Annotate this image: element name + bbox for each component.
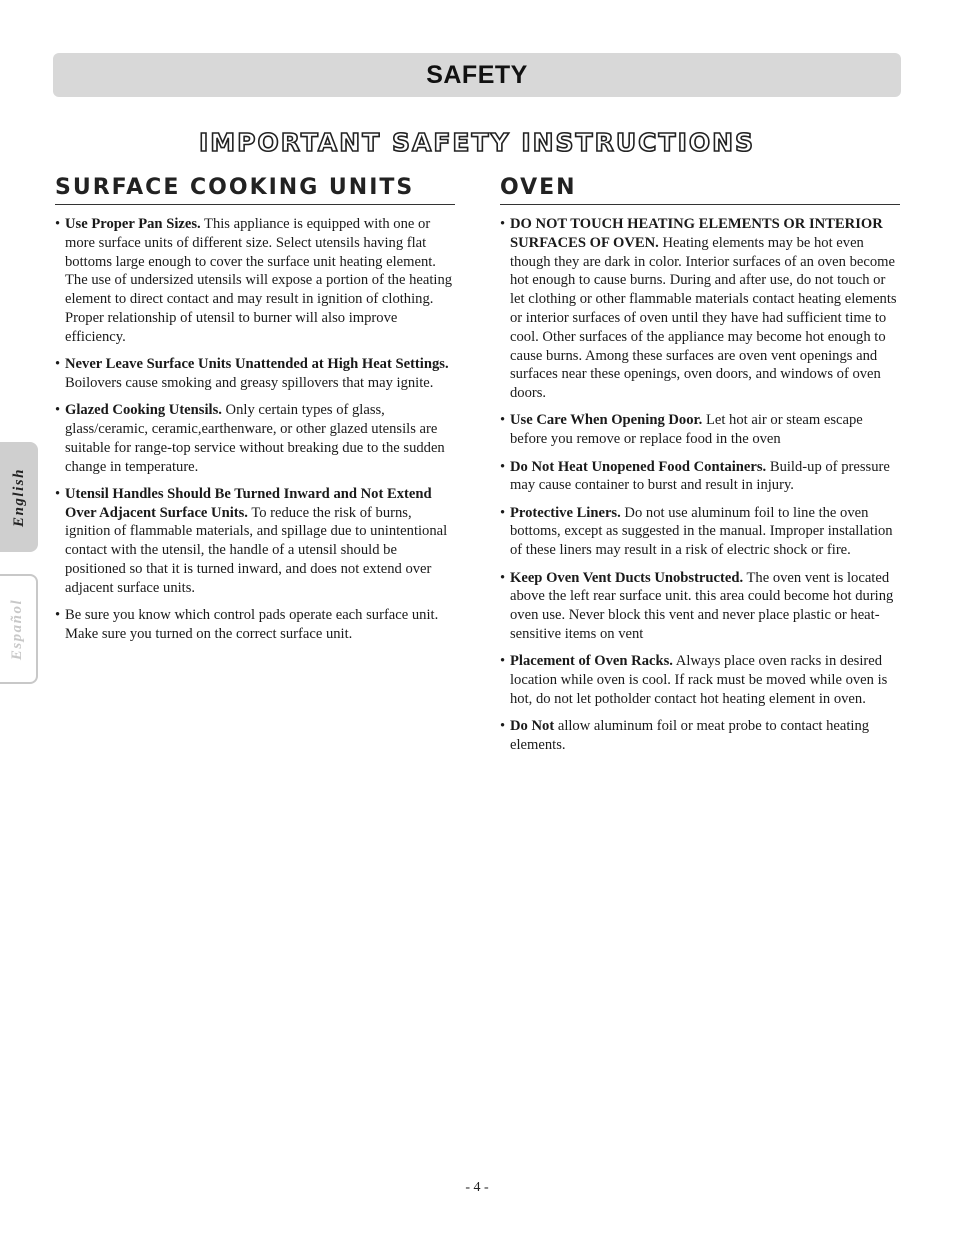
item-text: Build-up of pressure may cause container to burst and result in injury. <box>510 458 890 494</box>
list-item <box>55 355 455 393</box>
list-item <box>500 652 900 708</box>
item-bold: Do Not <box>510 718 555 735</box>
item-bold: Do Not Heat Unopened Food Containers. <box>510 458 767 475</box>
item-bold: Glazed Cooking Utensils. <box>65 402 222 419</box>
item-text-continued: The use of undersized utensils will expose a portion of the heating element to direct contact and may result in ignition of clothing. Proper relationship of utensil to burner will also improve efficiency. <box>65 272 453 345</box>
oven-list <box>500 215 900 755</box>
section-title: SAFETY <box>426 60 528 89</box>
list-item <box>500 717 900 755</box>
page-title: IMPORTANT SAFETY INSTRUCTIONS <box>198 128 756 157</box>
section-banner <box>53 53 901 97</box>
list-item <box>500 569 900 644</box>
list-item <box>55 401 455 476</box>
page-number: - 4 - <box>465 1180 489 1195</box>
item-text: Always place oven racks in desired location while oven is cool. If rack must be moved while oven is hot, do not let potholder contact hot heating element in oven. <box>510 653 888 707</box>
list-item <box>55 215 455 347</box>
list-item <box>55 606 455 644</box>
list-item <box>500 411 900 449</box>
item-text: Be sure you know which control pads operate each surface unit. <box>65 607 439 624</box>
item-text: Do not use aluminum foil to line the oven bottoms, except as suggested in the manual. Improper installation of these liners may result in a risk of electric shock or fire. <box>510 504 893 559</box>
item-bold: Protective Liners. <box>510 504 621 521</box>
item-bold: Utensil Handles Should Be Turned Inward and Not Extend Over Adjacent Surface Units. <box>65 485 432 521</box>
tab-english[interactable] <box>0 442 38 552</box>
tab-espanol[interactable] <box>0 574 38 684</box>
item-bold: Placement of Oven Racks. <box>510 653 673 670</box>
item-bold: Use Proper Pan Sizes. <box>65 216 201 232</box>
item-bold: Keep Oven Vent Ducts Unobstructed. <box>510 569 744 586</box>
oven-section <box>500 174 900 763</box>
surface-cooking-list <box>55 215 455 644</box>
item-text: The oven vent is located above the left rear surface unit. this area could become hot during oven use. Never block this vent and never place plastic or heat-sensitive items on vent <box>510 569 894 642</box>
list-item <box>55 485 455 598</box>
tab-espanol-label: Español <box>9 598 26 660</box>
oven-heading: OVEN <box>500 174 900 205</box>
list-item <box>500 504 900 560</box>
item-bold: Use Care When Opening Door. <box>510 412 703 429</box>
item-text: Only certain types of glass, glass/ceramic, ceramic,earthenware, or other glazed utensils are suitable for range-top service without breaking due to the sudden change in temperature. <box>65 402 445 475</box>
item-text: This appliance is equipped with one or more surface units of different size. Select utensils having flat bottoms large enough to cover the surface unit heating element. <box>65 216 436 270</box>
tab-english-label: English <box>10 467 27 527</box>
list-item <box>500 458 900 496</box>
surface-cooking-section <box>55 174 455 652</box>
item-bold: Never Leave Surface Units Unattended at High Heat Settings. <box>65 356 449 373</box>
surface-cooking-heading: SURFACE COOKING UNITS <box>55 174 455 205</box>
item-text: Boilovers cause smoking and greasy spillovers that may ignite. <box>65 374 434 391</box>
item-text: To reduce the risk of burns, ignition of flammable materials, and spillage due to unintentional contact with the utensil, the handle of a utensil should be positioned so that it is turned inward, and does not extend over adjacent surface units. <box>65 504 448 596</box>
item-bold: DO NOT TOUCH HEATING ELEMENTS OR INTERIOR SURFACES OF OVEN. <box>510 216 883 251</box>
item-text: Heating elements may be hot even though they are dark in color. Interior surfaces of an oven become hot enough to cause burns. During and after use, do not touch or let clothing or other flammable materials contact heating elements or interior surfaces of oven until they have had sufficient time to cool. Other surfaces of the appliance may become hot enough to cause burns. Among these surfaces are oven vent openings and surfaces near these openings, oven doors, and windows of oven doors. <box>510 234 897 402</box>
list-item <box>500 215 900 403</box>
item-text: Let hot air or steam escape before you remove or replace food in the oven <box>510 412 863 448</box>
item-text-continued: Make sure you turned on the correct surface unit. <box>65 625 353 642</box>
item-text: allow aluminum foil or meat probe to contact heating elements. <box>510 718 870 753</box>
